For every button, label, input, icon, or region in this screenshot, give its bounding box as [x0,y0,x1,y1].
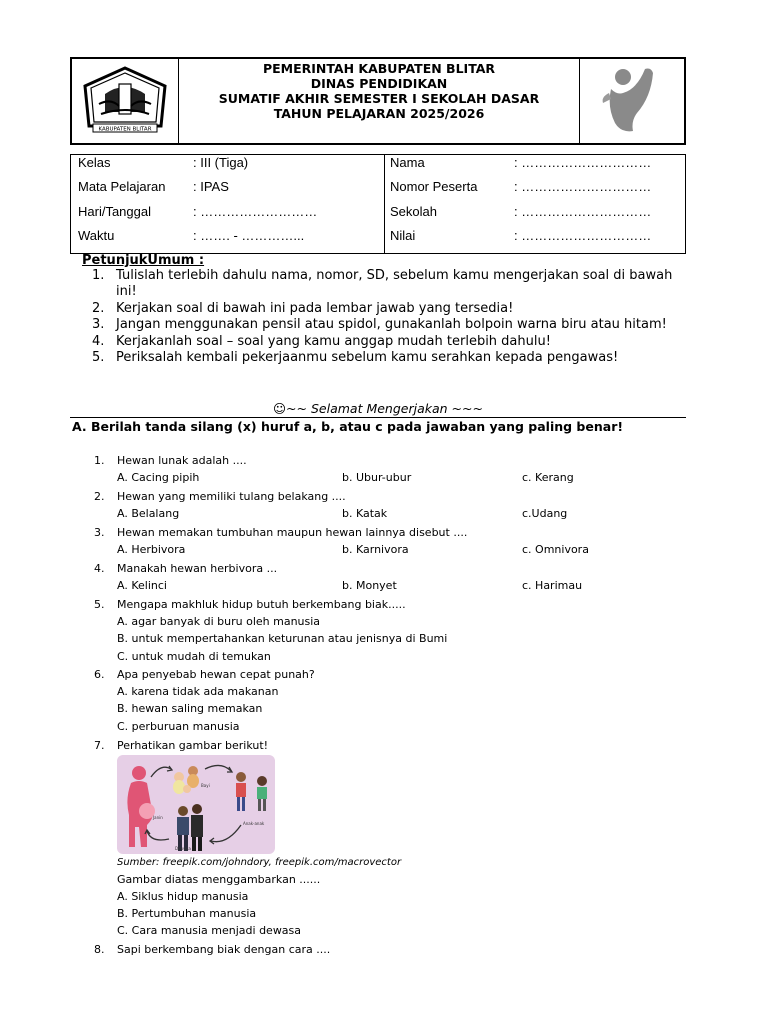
info-row-nama [385,155,685,175]
info-value: : ………………………… [514,155,652,170]
instructions-title: PetunjukUmum : [82,253,205,268]
instruction-text: Tulislah terlebih dahulu nama, nomor, SD, sebelum kamu mengerjakan soal di bawah ini! [116,268,673,300]
question-stem: Gambar diatas menggambarkan ...... [117,873,321,886]
option-c: c. Harimau [522,579,583,592]
greeting: ☺~~ Selamat Mengerjakan ~~~ [273,401,483,416]
option-c: c.Udang [522,507,568,520]
info-value: : ……………………… [193,204,318,219]
instruction-text: Jangan menggunakan pensil atau spidol, gunakanlah bolpoin warna biru atau hitam! [116,317,667,333]
option-b: b. Monyet [342,579,397,592]
figure-caption: Sumber: freepik.com/johndory, freepik.com/macrovector [117,857,402,868]
question-number: 5. [94,598,105,611]
label-anak: Anak-anak [243,821,265,826]
option-c: C. untuk mudah di temukan [117,650,271,663]
instruction-item [92,268,692,301]
info-label: Nomor Peserta [390,179,478,194]
question-text: Hewan yang memiliki tulang belakang .... [117,490,346,503]
info-row-nomor [385,179,685,199]
instruction-item [92,301,692,317]
header-line-1: PEMERINTAH KABUPATEN BLITAR [262,61,496,76]
question-number: 4. [94,562,105,575]
question-text: Hewan lunak adalah .... [117,454,247,467]
gray-figure-logo-icon [593,63,673,137]
header-line-2: DINAS PENDIDIKAN [310,76,448,91]
option-c: c. Omnivora [522,543,589,556]
option-c: C. Cara manusia menjadi dewasa [117,924,302,937]
option-c: C. perburuan manusia [117,720,240,733]
info-row-mapel [71,179,384,199]
baby-icon [173,766,199,794]
info-label: Kelas [78,155,111,170]
logo-cell [580,59,684,143]
option-c: c. Kerang [522,471,574,484]
option-a: A. Herbivora [117,543,186,556]
label-dewasa: Dewasa [175,846,191,851]
option-b: B. hewan saling memakan [117,702,263,715]
question-number: 8. [94,943,105,956]
pregnant-woman-icon [127,766,155,847]
divider [70,417,686,418]
info-row-tanggal [71,204,384,224]
life-cycle-illustration [117,755,275,854]
instruction-text: Kerjakan soal di bawah ini pada lembar jawab yang tersedia! [116,300,514,316]
info-row-kelas [71,155,384,175]
option-b: B. Pertumbuhan manusia [117,907,257,920]
children-icon [236,772,267,811]
question-number: 7. [94,739,105,752]
info-label: Nilai [390,228,416,243]
option-b: b. Karnivora [342,543,409,556]
instruction-text: Kerjakanlah soal – soal yang kamu anggap mudah terlebih dahulu! [116,333,551,349]
instruction-item [92,317,692,333]
option-b: B. untuk mempertahankan keturunan atau jenisnya di Bumi [117,632,448,645]
question-number: 2. [94,490,105,503]
info-right-column [385,155,685,253]
option-a: A. Cacing pipih [117,471,200,484]
question-text: Sapi berkembang biak dengan cara .... [117,943,331,956]
info-label: Mata Pelajaran [78,179,166,194]
info-value: : ………………………… [514,204,652,219]
emblem-banner-text: KABUPATEN BLITAR [98,126,152,133]
option-a: A. karena tidak ada makanan [117,685,279,698]
student-info-table [70,154,686,254]
info-label: Sekolah [390,204,437,219]
info-value: : ……. - …………... [193,228,305,243]
header-title [179,59,580,143]
info-value: : ………………………… [514,228,652,243]
label-bayi: Bayi [201,783,210,788]
option-a: A. Belalang [117,507,180,520]
question-text: Mengapa makhluk hidup butuh berkembang biak..... [117,598,406,611]
instruction-number: 3. [92,317,105,333]
section-a-heading: A. Berilah tanda silang (x) huruf a, b, atau c pada jawaban yang paling benar! [72,419,624,434]
info-value: : III (Tiga) [193,155,249,170]
info-value: : ………………………… [514,179,652,194]
option-a: A. Kelinci [117,579,167,592]
human-life-cycle-figure [117,755,275,854]
emblem-cell [72,59,179,143]
info-label: Hari/Tanggal [78,204,151,219]
adults-icon [177,804,203,851]
question-text: Apa penyebab hewan cepat punah? [117,668,315,681]
header-box [70,57,686,145]
header-line-3: SUMATIF AKHIR SEMESTER I SEKOLAH DASAR [218,91,540,106]
info-row-sekolah [385,204,685,224]
instruction-number: 1. [92,268,105,283]
kabupaten-blitar-emblem-icon [75,60,175,144]
info-left-column [71,155,385,253]
question-text: Manakah hewan herbivora ... [117,562,278,575]
info-value: : IPAS [193,179,229,194]
info-label: Waktu [78,228,115,243]
question-text: Hewan memakan tumbuhan maupun hewan lainnya disebut .... [117,526,468,539]
instruction-item [92,334,692,350]
question-number: 3. [94,526,105,539]
instruction-number: 4. [92,333,105,349]
label-janin: Janin [153,815,163,820]
option-b: b. Katak [342,507,388,520]
info-row-nilai [385,228,685,248]
question-text: Perhatikan gambar berikut! [117,739,269,752]
instructions-list [92,268,692,366]
option-b: b. Ubur-ubur [342,471,412,484]
info-label: Nama [390,155,425,170]
instruction-number: 5. [92,350,105,366]
info-row-waktu [71,228,384,248]
option-a: A. agar banyak di buru oleh manusia [117,615,321,628]
instruction-item [92,350,692,366]
instruction-number: 2. [92,300,105,316]
option-a: A. Siklus hidup manusia [117,890,249,903]
question-number: 1. [94,454,105,467]
instruction-text: Periksalah kembali pekerjaanmu sebelum kamu serahkan kepada pengawas! [116,350,619,366]
question-number: 6. [94,668,105,681]
header-line-4: TAHUN PELAJARAN 2025/2026 [273,106,485,121]
